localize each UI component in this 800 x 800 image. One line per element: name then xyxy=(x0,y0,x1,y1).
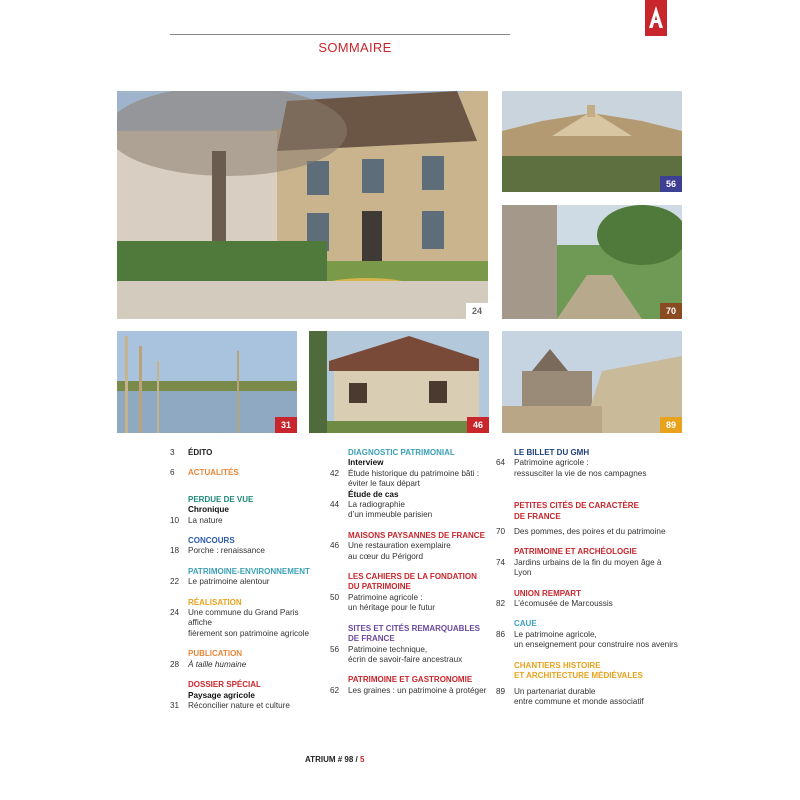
toc-section-sites: SITES ET CITÉS REMARQUABLES DE FRANCE 56 Patrimoine technique, écrin de savoir-faire ancestraux xyxy=(330,624,495,666)
toc-entry[interactable]: 44 La radiographie xyxy=(330,500,405,510)
toc-entry[interactable]: 10 La nature xyxy=(170,515,223,525)
page-badge: 46 xyxy=(467,417,489,433)
toc-section-petites: PETITES CITÉS DE CARACTÈRE DE FRANCE 70 Des pommes, des poires et du patrimoine xyxy=(496,501,681,537)
toc-section-billet: LE BILLET DU GMH 64 Patrimoine agricole : ressusciter la vie de nos campagnes xyxy=(496,448,681,479)
toc-section-archeo: PATRIMOINE ET ARCHÉOLOGIE 74 Jardins urbains de la fin du moyen âge à Lyon xyxy=(496,547,681,578)
magazine-issue: ATRIUM # 98 / xyxy=(305,755,358,764)
toc-section-cahiers: LES CAHIERS DE LA FONDATION DU PATRIMOINE 50 Patrimoine agricole : un héritage pour le futur xyxy=(330,572,495,614)
lake-reeds-photo xyxy=(117,331,297,433)
toc-entry[interactable]: 24 Une commune du Grand Paris affiche xyxy=(170,608,299,628)
page-footer xyxy=(305,755,364,764)
toc-entry[interactable]: 31 Réconcilier nature et culture xyxy=(170,700,290,710)
toc-entry[interactable]: 89 Un partenariat durable xyxy=(496,686,596,696)
toc-section-caue: CAUE 86 Le patrimoine agricole, un enseignement pour construire nos avenirs xyxy=(496,619,681,650)
toc-entry[interactable]: 86 Le patrimoine agricole, xyxy=(496,629,597,639)
toc-column-3 xyxy=(496,448,681,717)
page-badge: 70 xyxy=(660,303,682,319)
toc-section-rempart: UNION REMPART 82 L’écomusée de Marcoussis xyxy=(496,589,681,610)
toc-entry[interactable]: 50 Patrimoine agricole : xyxy=(330,592,423,602)
toc-entry[interactable]: 82 L’écomusée de Marcoussis xyxy=(496,599,613,609)
page-title: SOMMAIRE xyxy=(318,40,392,55)
toc-section-dossier: DOSSIER SPÉCIAL Paysage agricole 31 Réconcilier nature et culture xyxy=(170,680,310,711)
toc-section-publication: PUBLICATION 28 À taille humaine xyxy=(170,649,310,670)
toc-entry[interactable]: 28 À taille humaine xyxy=(170,659,247,669)
manor-house-photo xyxy=(117,91,488,319)
toc-section-diag: DIAGNOSTIC PATRIMONIAL Interview 42 Étude historique du patrimoine bâti : éviter le faux départ Étude de cas 44 La radiographie d’un immeuble parisien xyxy=(330,448,495,521)
header-rule xyxy=(170,34,510,35)
page-badge: 56 xyxy=(660,176,682,192)
toc-section-perdue: PERDUE DE VUE Chronique 10 La nature xyxy=(170,495,310,526)
toc-entry[interactable]: 6 ACTUALITÉS xyxy=(170,468,239,478)
toc-entry[interactable]: 56 Patrimoine technique, xyxy=(330,644,428,654)
toc-section-gastro: PATRIMOINE ET GASTRONOMIE 62 Les graines : un patrimoine à protéger xyxy=(330,675,495,696)
toc-section-chantiers: CHANTIERS HISTOIRE ET ARCHITECTURE MÉDIÉVALES 89 Un partenariat durable entre commune et monde associatif xyxy=(496,661,681,708)
toc-entry[interactable]: 22 Le patrimoine alentour xyxy=(170,577,270,587)
toc-column-1 xyxy=(170,448,310,721)
toc-entry[interactable]: 62 Les graines : un patrimoine à protéger xyxy=(330,685,487,695)
toc-entry[interactable]: 42 Étude historique du patrimoine bâti : xyxy=(330,468,480,478)
toc-column-2 xyxy=(330,448,495,706)
page-badge: 31 xyxy=(275,417,297,433)
farmhouse-photo xyxy=(309,331,489,433)
toc-entry[interactable]: 46 Une restauration exemplaire xyxy=(330,541,451,551)
hill-village-photo xyxy=(502,91,682,192)
toc-entry[interactable]: 18 Porche : renaissance xyxy=(170,546,265,556)
toc-entry[interactable]: 74 Jardins urbains de la fin du moyen âge à Lyon xyxy=(496,557,662,578)
toc-section-concours: CONCOURS 18 Porche : renaissance xyxy=(170,536,310,557)
toc-section-maisons: MAISONS PAYSANNES DE FRANCE 46 Une restauration exemplaire au cœur du Périgord xyxy=(330,531,495,562)
toc-entry[interactable]: 70 Des pommes, des poires et du patrimoine xyxy=(496,527,666,537)
page-badge: 24 xyxy=(466,303,488,319)
church-rampart-photo xyxy=(502,331,682,433)
page-number: 5 xyxy=(359,755,365,764)
atrium-a-logo-icon xyxy=(645,0,667,36)
garden-path-photo xyxy=(502,205,682,319)
toc-section-realisation: RÉALISATION 24 Une commune du Grand Paris affiche fièrement son patrimoine agricole xyxy=(170,597,310,638)
toc-section-patenv: PATRIMOINE-ENVIRONNEMENT 22 Le patrimoine alentour xyxy=(170,566,310,587)
page-badge: 89 xyxy=(660,417,682,433)
toc-entry[interactable]: 3 ÉDITO xyxy=(170,448,213,457)
toc-entry[interactable]: 64 Patrimoine agricole : xyxy=(496,458,589,468)
